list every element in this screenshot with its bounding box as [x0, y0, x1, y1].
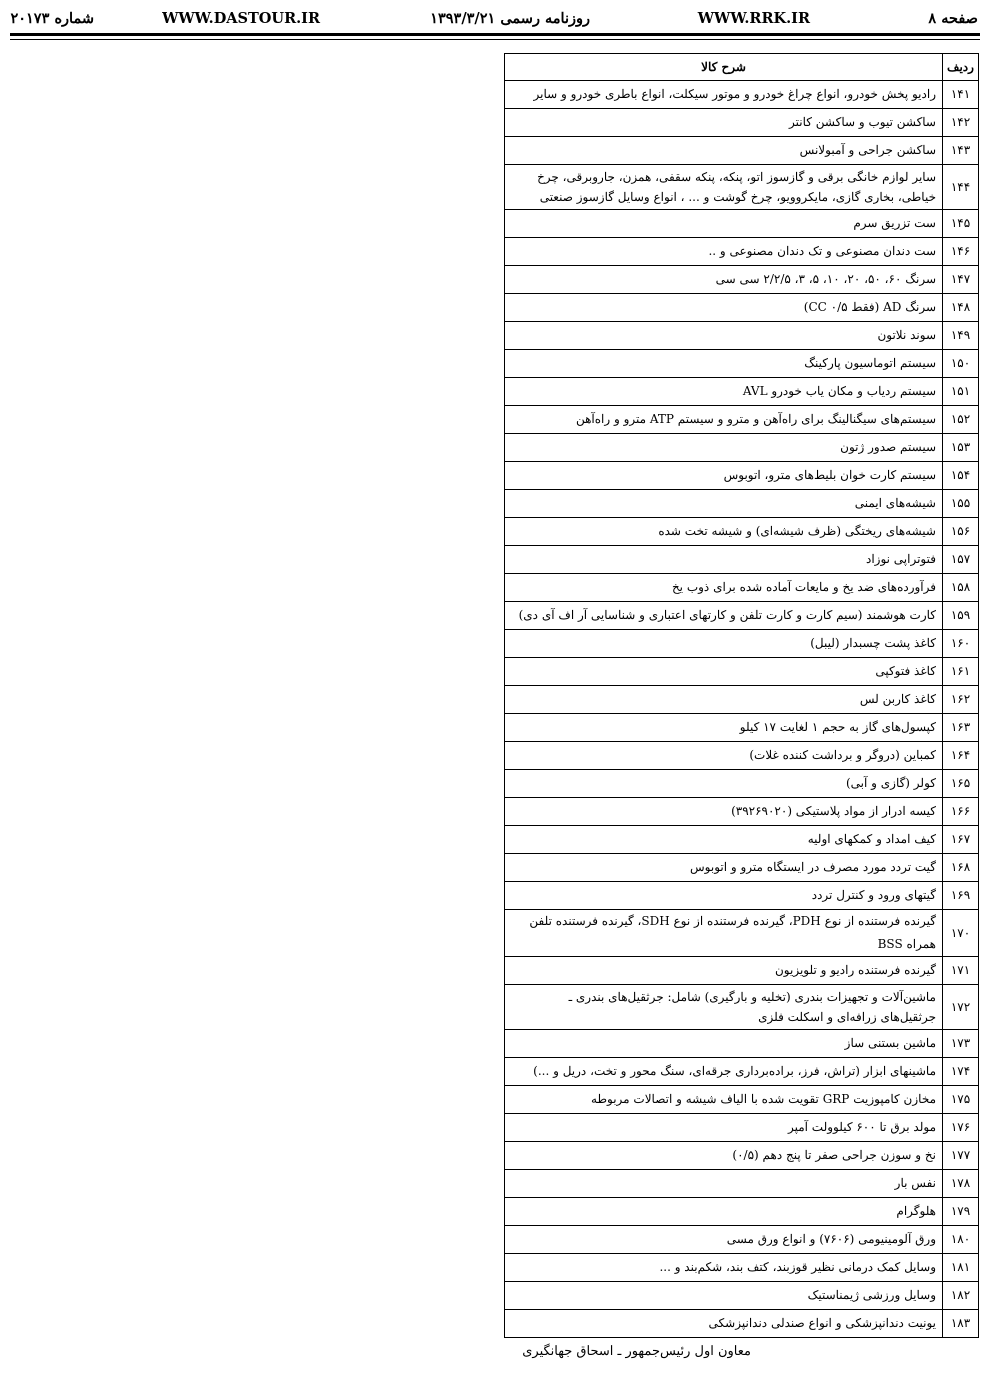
description-cell: کولر (گازی و آبی)	[505, 770, 943, 798]
table-row	[505, 1282, 979, 1310]
row-number-cell: ۱۵۸	[943, 574, 979, 602]
table-row	[505, 137, 979, 165]
description-cell: ساکشن تیوب و ساکشن کانتر	[505, 109, 943, 137]
table-row	[505, 518, 979, 546]
row-number-cell: ۱۷۹	[943, 1198, 979, 1226]
description-cell: کاغذ فتوکپی	[505, 658, 943, 686]
website-rrk: WWW.RRK.IR	[697, 10, 810, 27]
row-number-cell: ۱۵۹	[943, 602, 979, 630]
table-row	[505, 406, 979, 434]
row-number-cell: ۱۷۸	[943, 1170, 979, 1198]
table-row	[505, 1310, 979, 1338]
description-cell: سیستم کارت خوان بلیط‌های مترو، اتوبوس	[505, 462, 943, 490]
table-row	[505, 350, 979, 378]
row-number-cell: ۱۵۰	[943, 350, 979, 378]
description-cell: سیستم ردیاب و مکان یاب خودرو AVL	[505, 378, 943, 406]
row-number-cell: ۱۵۳	[943, 434, 979, 462]
table-row	[505, 109, 979, 137]
description-cell: کمباین (دروگر و برداشت کننده غلات)	[505, 742, 943, 770]
description-cell: ماشینهای ابزار (تراش، فرز، براده‌برداری جرقه‌ای، سنگ محور و تخت، دریل و ...)	[505, 1058, 943, 1086]
description-cell: وسایل ورزشی ژیمناستیک	[505, 1282, 943, 1310]
row-number-cell: ۱۵۷	[943, 546, 979, 574]
row-number-cell: ۱۴۸	[943, 294, 979, 322]
row-number-cell: ۱۶۵	[943, 770, 979, 798]
issue-number: شماره ۲۰۱۷۳	[10, 10, 94, 27]
page-header	[10, 8, 980, 30]
description-cell: ست دندان مصنوعی و تک دندان مصنوعی و ..	[505, 238, 943, 266]
table-row	[505, 854, 979, 882]
description-cell: کیف امداد و کمکهای اولیه	[505, 826, 943, 854]
table-row	[505, 1170, 979, 1198]
row-number-cell: ۱۷۴	[943, 1058, 979, 1086]
description-cell: کاغذ کاربن لس	[505, 686, 943, 714]
table-body	[505, 81, 979, 1338]
table-row	[505, 165, 979, 210]
row-number-cell: ۱۴۲	[943, 109, 979, 137]
table-row	[505, 1142, 979, 1170]
table-row	[505, 266, 979, 294]
table-row	[505, 294, 979, 322]
description-cell: یونیت دندانپزشکی و انواع صندلی دندانپزشکی	[505, 1310, 943, 1338]
description-cell: سیستم صدور ژتون	[505, 434, 943, 462]
table-row	[505, 434, 979, 462]
description-cell: فرآورده‌های ضد یخ و مایعات آماده شده برای ذوب یخ	[505, 574, 943, 602]
row-number-cell: ۱۶۴	[943, 742, 979, 770]
description-cell: کاغذ پشت چسبدار (لیبل)	[505, 630, 943, 658]
row-number-cell: ۱۴۶	[943, 238, 979, 266]
row-number-cell: ۱۵۶	[943, 518, 979, 546]
signature: معاون اول رئیس‌جمهور ـ اسحاق جهانگیری	[522, 1344, 751, 1359]
description-cell: سایر لوازم خانگی برقی و گازسوز اتو، پنکه، پنکه سقفی، همزن، جاروبرقی، چرخ خیاطی، بخاری گازی، مایکروویو، چرخ گوشت و ... ، انواع وسایل گازسوز صنعتی	[505, 165, 943, 210]
table-row	[505, 630, 979, 658]
description-cell: گیرنده فرستنده از نوع PDH، گیرنده فرستنده از نوع SDH، گیرنده فرستنده تلفن همراه BSS	[505, 910, 943, 957]
table-row	[505, 378, 979, 406]
row-number-cell: ۱۸۲	[943, 1282, 979, 1310]
table-row	[505, 826, 979, 854]
description-cell: کپسول‌های گاز به حجم ۱ لغایت ۱۷ کیلو	[505, 714, 943, 742]
website-dastour: WWW.DASTOUR.IR	[162, 10, 320, 27]
row-number-cell: ۱۵۴	[943, 462, 979, 490]
description-cell: فتوتراپی نوزاد	[505, 546, 943, 574]
page-number: صفحه ۸	[928, 10, 978, 27]
table-row	[505, 985, 979, 1030]
description-cell: ورق آلومینیومی (۷۶۰۶) و انواع ورق مسی	[505, 1226, 943, 1254]
column-header-row-number: ردیف	[943, 54, 979, 81]
table-row	[505, 462, 979, 490]
description-cell: سرنگ ۶۰، ۵۰، ۲۰، ۱۰، ۵، ۳، ۲/۲/۵ سی سی	[505, 266, 943, 294]
table-row	[505, 210, 979, 238]
goods-table	[504, 53, 979, 1338]
description-cell: ماشین‌آلات و تجهیزات بندری (تخلیه و بارگیری) شامل: جرثقیل‌های بندری ـ جرثقیل‌های زرافه‌ای و اسکلت فلزی	[505, 985, 943, 1030]
table-row	[505, 81, 979, 109]
row-number-cell: ۱۶۸	[943, 854, 979, 882]
table-row	[505, 882, 979, 910]
row-number-cell: ۱۴۵	[943, 210, 979, 238]
description-cell: مخازن کامپوزیت GRP تقویت شده با الیاف شیشه و اتصالات مربوطه	[505, 1086, 943, 1114]
description-cell: گیتهای ورود و کنترل تردد	[505, 882, 943, 910]
row-number-cell: ۱۴۱	[943, 81, 979, 109]
row-number-cell: ۱۴۳	[943, 137, 979, 165]
table-row	[505, 770, 979, 798]
table-row	[505, 1086, 979, 1114]
table-row	[505, 490, 979, 518]
row-number-cell: ۱۶۱	[943, 658, 979, 686]
row-number-cell: ۱۸۰	[943, 1226, 979, 1254]
table-row	[505, 322, 979, 350]
table-row	[505, 238, 979, 266]
row-number-cell: ۱۷۳	[943, 1030, 979, 1058]
column-header-description: شرح کالا	[505, 54, 943, 81]
table-row	[505, 742, 979, 770]
row-number-cell: ۱۵۱	[943, 378, 979, 406]
table-row	[505, 1226, 979, 1254]
table-row	[505, 957, 979, 985]
row-number-cell: ۱۸۳	[943, 1310, 979, 1338]
description-cell: سیستم‌های سیگنالینگ برای راه‌آهن و مترو و سیستم ATP مترو و راه‌آهن	[505, 406, 943, 434]
row-number-cell: ۱۷۷	[943, 1142, 979, 1170]
table-row	[505, 798, 979, 826]
row-number-cell: ۱۶۹	[943, 882, 979, 910]
description-cell: شیشه‌های ایمنی	[505, 490, 943, 518]
row-number-cell: ۱۶۲	[943, 686, 979, 714]
description-cell: رادیو پخش خودرو، انواع چراغ خودرو و موتور سیکلت، انواع باطری خودرو و سایر	[505, 81, 943, 109]
header-divider-thin	[10, 39, 980, 40]
table-row	[505, 686, 979, 714]
row-number-cell: ۱۴۹	[943, 322, 979, 350]
row-number-cell: ۱۷۲	[943, 985, 979, 1030]
description-cell: هلوگرام	[505, 1198, 943, 1226]
description-cell: گیت تردد مورد مصرف در ایستگاه مترو و اتوبوس	[505, 854, 943, 882]
table-row	[505, 1198, 979, 1226]
description-cell: سرنگ AD (فقط CC ۰/۵)	[505, 294, 943, 322]
table-row	[505, 910, 979, 957]
gazette-title-date: روزنامه رسمی ۱۳۹۳/۳/۲۱	[430, 10, 590, 27]
table-row	[505, 1114, 979, 1142]
description-cell: ماشین بستنی ساز	[505, 1030, 943, 1058]
row-number-cell: ۱۶۰	[943, 630, 979, 658]
row-number-cell: ۱۴۷	[943, 266, 979, 294]
description-cell: ست تزریق سرم	[505, 210, 943, 238]
table-row	[505, 714, 979, 742]
table-row	[505, 1030, 979, 1058]
row-number-cell: ۱۴۴	[943, 165, 979, 210]
description-cell: ساکشن جراحی و آمبولانس	[505, 137, 943, 165]
row-number-cell: ۱۸۱	[943, 1254, 979, 1282]
table-row	[505, 574, 979, 602]
description-cell: نفس بار	[505, 1170, 943, 1198]
row-number-cell: ۱۷۶	[943, 1114, 979, 1142]
header-divider-thick	[10, 33, 980, 36]
description-cell: وسایل کمک درمانی نظیر قوزبند، کتف بند، شکم‌بند و ...	[505, 1254, 943, 1282]
table-row	[505, 1254, 979, 1282]
table-row	[505, 546, 979, 574]
description-cell: کیسه ادرار از مواد پلاستیکی (۳۹۲۶۹۰۲۰)	[505, 798, 943, 826]
description-cell: مولد برق تا ۶۰۰ کیلوولت آمپر	[505, 1114, 943, 1142]
table-row	[505, 602, 979, 630]
row-number-cell: ۱۷۱	[943, 957, 979, 985]
description-cell: سیستم اتوماسیون پارکینگ	[505, 350, 943, 378]
row-number-cell: ۱۶۶	[943, 798, 979, 826]
row-number-cell: ۱۶۳	[943, 714, 979, 742]
description-cell: نخ و سوزن جراحی صفر تا پنج دهم (۰/۵)	[505, 1142, 943, 1170]
row-number-cell: ۱۷۰	[943, 910, 979, 957]
description-cell: سوند نلاتون	[505, 322, 943, 350]
row-number-cell: ۱۷۵	[943, 1086, 979, 1114]
row-number-cell: ۱۵۵	[943, 490, 979, 518]
description-cell: شیشه‌های ریختگی (ظرف شیشه‌ای) و شیشه تخت شده	[505, 518, 943, 546]
table-row	[505, 658, 979, 686]
table-row	[505, 1058, 979, 1086]
row-number-cell: ۱۵۲	[943, 406, 979, 434]
row-number-cell: ۱۶۷	[943, 826, 979, 854]
table-header-row	[505, 54, 979, 81]
description-cell: کارت هوشمند (سیم کارت و کارت تلفن و کارتهای اعتباری و شناسایی آر اف آی دی)	[505, 602, 943, 630]
description-cell: گیرنده فرستنده رادیو و تلویزیون	[505, 957, 943, 985]
